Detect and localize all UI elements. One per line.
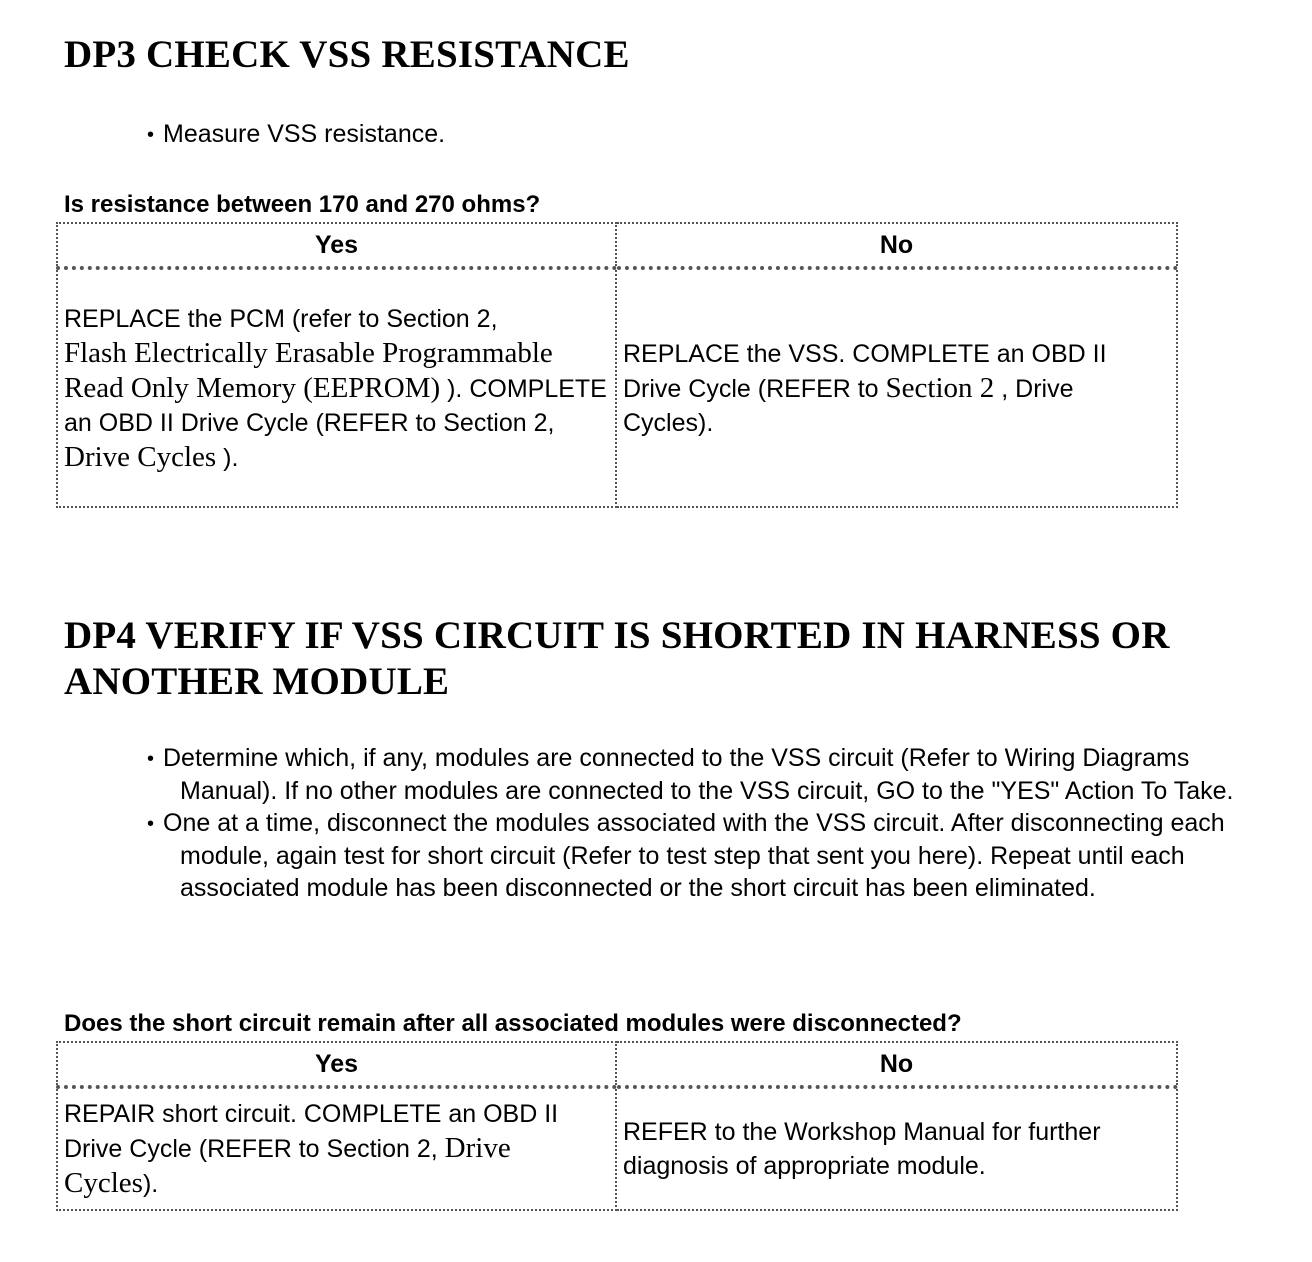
dp3-action-table <box>56 222 1178 508</box>
bullet-text: One at a time, disconnect the modules associated with the VSS circuit. After disconnecting each module, again test for short circuit (Refer to test step that sent you here). Repeat until each associated module has been disconnected or the short circuit has been eliminated. <box>163 809 1225 902</box>
bullet-text: Measure VSS resistance. <box>163 120 446 148</box>
bullet-icon: • <box>147 748 155 770</box>
table-row <box>57 1087 1177 1210</box>
dp4-instruction-list <box>147 742 1267 904</box>
dp3-heading: DP3 CHECK VSS RESISTANCE <box>64 33 630 76</box>
yes-action-text-end: ). <box>142 1170 159 1198</box>
yes-action-cell <box>57 1087 616 1210</box>
drive-cycles-link[interactable]: Drive Cycles <box>64 440 217 473</box>
no-column-header: No <box>616 223 1177 268</box>
dp4-action-table <box>56 1041 1178 1211</box>
dp4-question: Does the short circuit remain after all associated modules were disconnected? <box>64 1010 962 1037</box>
dp3-instruction-list <box>147 118 1277 151</box>
bullet-text: Determine which, if any, modules are connected to the VSS circuit (Refer to Wiring Diagrams Manual). If no other modules are connected to the VSS circuit, GO to the "YES" Action To Take. <box>163 744 1234 805</box>
list-item <box>147 118 1277 151</box>
yes-action-text-end: ). <box>216 443 239 472</box>
yes-action-text: REPAIR short circuit. COMPLETE an OBD II Drive Cycle (REFER to Section 2, <box>64 1100 559 1163</box>
yes-action-text-cont: ). COMPLETE an OBD II Drive Cycle (REFER to Section 2, <box>64 374 607 437</box>
table-header-row <box>57 1042 1177 1087</box>
yes-action-cell <box>57 268 616 507</box>
no-action-text-end: , Drive Cycles). <box>623 374 1074 437</box>
dp4-heading: DP4 VERIFY IF VSS CIRCUIT IS SHORTED IN HARNESS OR ANOTHER MODULE <box>64 614 1170 703</box>
list-item <box>147 742 1267 807</box>
no-action-cell: REFER to the Workshop Manual for further diagnosis of appropriate module. <box>616 1087 1177 1210</box>
section-2-link[interactable]: Section 2 <box>885 371 995 404</box>
yes-column-header: Yes <box>57 223 616 268</box>
table-header-row <box>57 223 1177 268</box>
yes-action-text: REPLACE the PCM (refer to Section 2, <box>64 304 498 333</box>
no-column-header: No <box>616 1042 1177 1087</box>
drive-cycles-link[interactable]: Drive Cycles <box>64 1132 511 1199</box>
bullet-icon: • <box>147 813 155 835</box>
no-action-cell <box>616 268 1177 507</box>
table-row <box>57 268 1177 507</box>
dp3-question: Is resistance between 170 and 270 ohms? <box>64 191 541 218</box>
yes-column-header: Yes <box>57 1042 616 1087</box>
list-item <box>147 807 1267 904</box>
bullet-icon: • <box>147 124 155 146</box>
no-action-text: REPLACE the VSS. COMPLETE an OBD II Drive Cycle (REFER to <box>623 339 1107 403</box>
eeprom-link[interactable]: Flash Electrically Erasable Programmable Read Only Memory (EEPROM) <box>64 336 553 404</box>
